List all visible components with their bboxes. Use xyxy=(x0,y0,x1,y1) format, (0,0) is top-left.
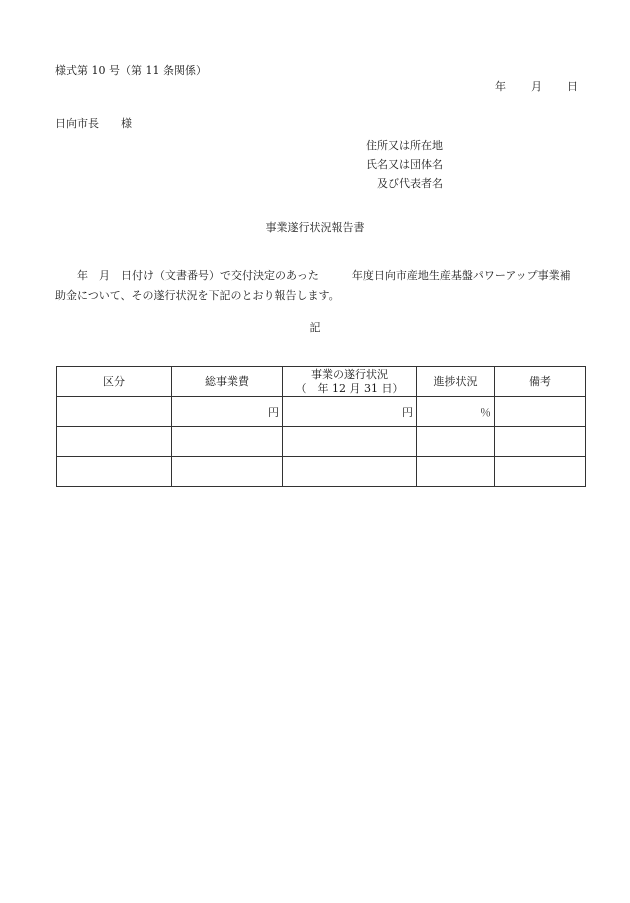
cell-category xyxy=(57,397,172,427)
ki-heading: 記 xyxy=(309,321,321,334)
header-status-line2: （ 年 12 月 31 日） xyxy=(295,381,404,395)
cell-total-cost xyxy=(172,457,283,487)
cell-progress-unit: ％ xyxy=(417,397,495,427)
date-day: 日 xyxy=(567,80,578,93)
cell-category xyxy=(57,457,172,487)
cell-status-unit: 円 xyxy=(283,397,417,427)
cell-progress xyxy=(417,427,495,457)
applicant-address-label: 住所又は所在地 xyxy=(366,139,443,152)
cell-status xyxy=(283,427,417,457)
cell-category xyxy=(57,427,172,457)
cell-remarks xyxy=(495,457,586,487)
date-month: 月 xyxy=(531,80,542,93)
cell-status xyxy=(283,457,417,487)
header-total-cost: 総事業費 xyxy=(172,367,283,397)
table-row xyxy=(57,457,586,487)
applicant-representative-label: 及び代表者名 xyxy=(377,177,443,190)
document-title: 事業遂行状況報告書 xyxy=(265,221,365,234)
applicant-name-label: 氏名又は団体名 xyxy=(366,158,443,171)
header-status-line1: 事業の遂行状況 xyxy=(311,367,388,381)
body-paragraph: 年 月 日付け（文書番号）で交付決定のあった 年度日向市産地生産基盤パワーアップ事業補助金について、その遂行状況を下記のとおり報告します。 xyxy=(55,269,571,302)
table-header-row xyxy=(57,367,586,397)
form-label: 様式第 10 号（第 11 条関係） xyxy=(55,64,207,77)
cell-remarks xyxy=(495,397,586,427)
date-year: 年 xyxy=(495,80,506,93)
date-line xyxy=(495,80,578,94)
header-status xyxy=(283,367,417,397)
applicant-block xyxy=(366,136,443,193)
cell-total-cost-unit: 円 xyxy=(172,397,283,427)
header-progress: 進捗状況 xyxy=(417,367,495,397)
cell-progress xyxy=(417,457,495,487)
table-row xyxy=(57,397,586,427)
table-row xyxy=(57,427,586,457)
cell-remarks xyxy=(495,427,586,457)
cell-total-cost xyxy=(172,427,283,457)
addressee: 日向市長 様 xyxy=(55,117,132,130)
header-remarks: 備考 xyxy=(495,367,586,397)
header-category: 区分 xyxy=(57,367,172,397)
report-table xyxy=(56,366,586,487)
